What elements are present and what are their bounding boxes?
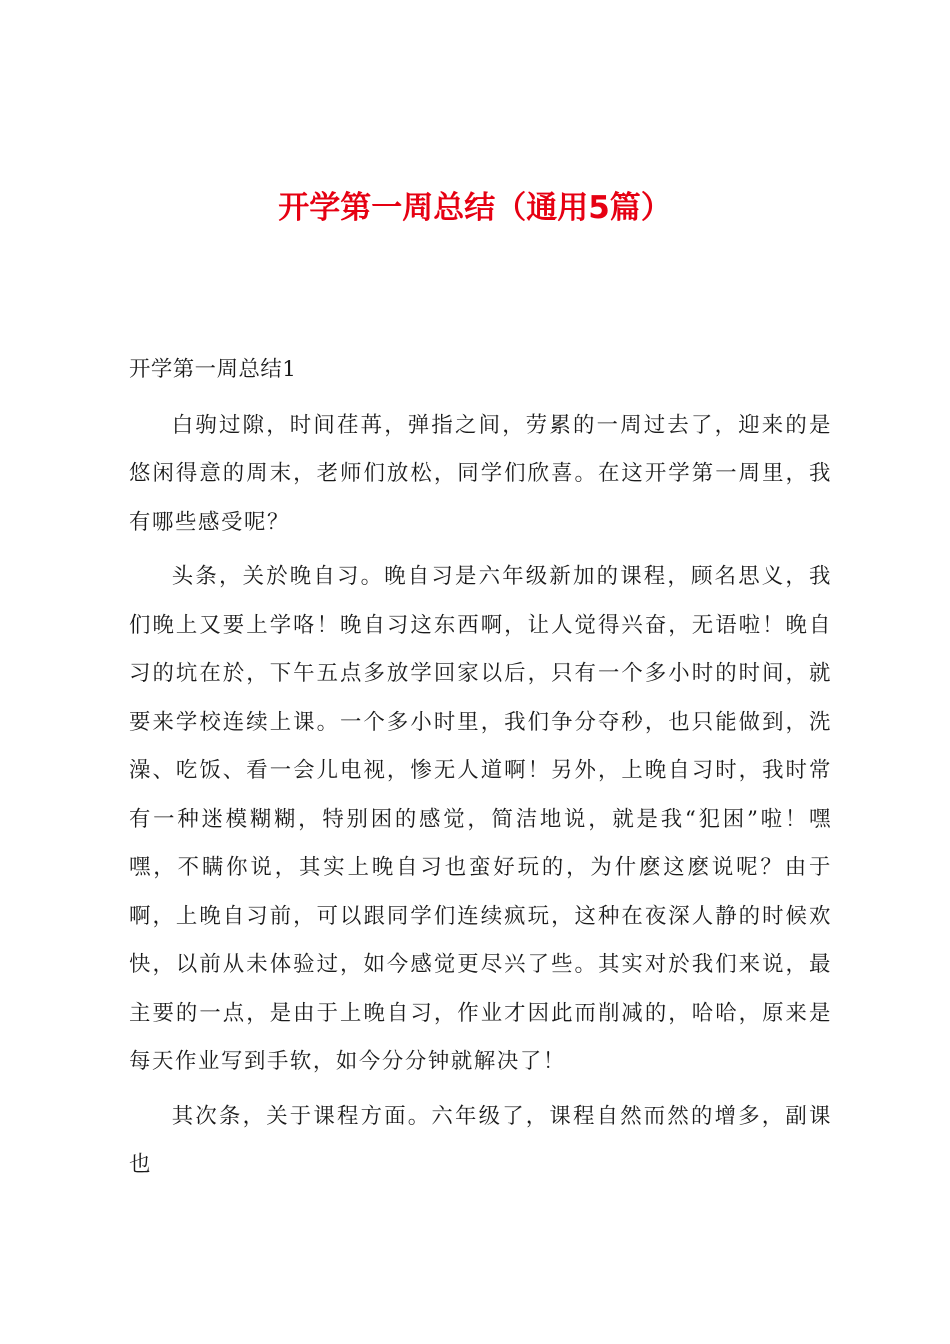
section-heading: 开学第一周总结1: [129, 357, 297, 382]
paragraph-2: 头条，关於晚自习。晚自习是六年级新加的课程，顾名思义，我们晚上又要上学咯！晚自习这东西啊，让人觉得兴奋，无语啦！晚自习的坑在於，下午五点多放学回家以后，只有一个多小时的时间，就要来学校连续上课。一个多小时里，我们争分夺秒，也只能做到，洗澡、吃饭、看一会儿电视，惨无人道啊！另外，上晚自习时，我时常有一种迷模糊糊，特别困的感觉，简洁地说，就是我“犯困”啦！嘿嘿，不瞒你说，其实上晚自习也蛮好玩的，为什麽这麽说呢？由于啊，上晚自习前，可以跟同学们连续疯玩，这种在夜深人静的时候欢快，以前从未体验过，如今感觉更尽兴了些。其实对於我们来说，最主要的一点，是由于上晚自习，作业才因此而削减的，哈哈，原来是每天作业写到手软，如今分分钟就解决了！: [129, 564, 832, 1074]
paragraph-1: 白驹过隙，时间荏苒，弹指之间，劳累的一周过去了，迎来的是悠闲得意的周末，老师们放松，同学们欣喜。在这开学第一周里，我有哪些感受呢？: [129, 412, 832, 535]
document-body: [129, 346, 832, 1196]
document-title: 开学第一周总结（通用5篇）: [278, 190, 672, 226]
paragraph-3: 其次条，关于课程方面。六年级了，课程自然而然的增多，副课也: [129, 1103, 832, 1177]
